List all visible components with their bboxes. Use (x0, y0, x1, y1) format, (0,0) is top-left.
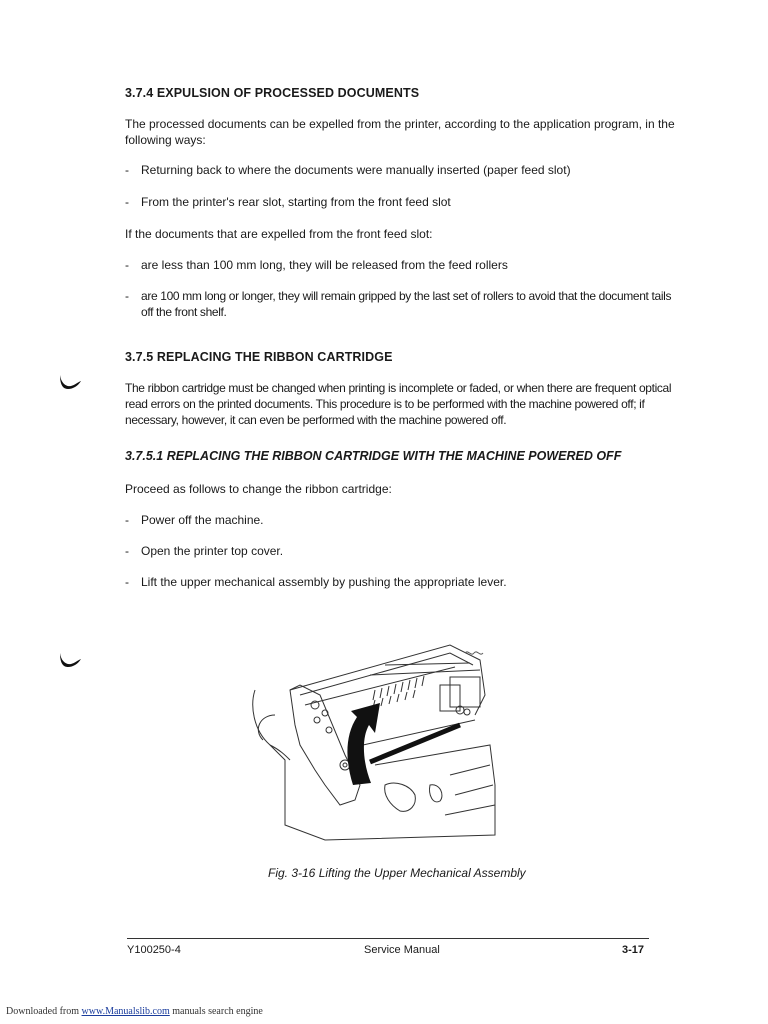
paragraph-expulsion-intro: The processed documents can be expelled from the printer, according to the application program, in the following ways: (125, 117, 675, 147)
bullet-dash: - (125, 544, 129, 558)
paragraph-procedure-intro: Proceed as follows to change the ribbon cartridge: (125, 482, 392, 496)
list-item (125, 194, 680, 210)
list-item (125, 257, 680, 273)
footer-divider (127, 938, 649, 939)
printer-upper-assembly-illustration (245, 635, 505, 850)
list-item (125, 512, 680, 528)
bullet-dash: - (125, 258, 129, 272)
footer-title: Service Manual (364, 944, 440, 956)
list-item (125, 543, 680, 559)
list-item-text: Power off the machine. (141, 513, 264, 527)
list-item-text: Open the printer top cover. (141, 544, 284, 558)
download-attribution (6, 1006, 263, 1017)
download-suffix: manuals search engine (169, 1006, 263, 1017)
bullet-dash: - (125, 195, 129, 209)
footer-page-number: 3-17 (622, 944, 645, 956)
paragraph-ribbon-body: The ribbon cartridge must be changed when printing is incomplete or faded, or when there are frequent optical read errors on the printed documents. This procedure is to be performed with the machine powered off; if necessary, however, it can even be performed with the machine powered off. (125, 381, 672, 427)
bullet-dash: - (125, 513, 129, 527)
revision-mark-icon (58, 374, 82, 390)
bullet-dash: - (125, 163, 129, 177)
list-item-text: From the printer's rear slot, starting from the front feed slot (141, 195, 451, 209)
manualslib-link[interactable]: www.Manualslib.com (81, 1006, 170, 1017)
paragraph-condition: If the documents that are expelled from the front feed slot: (125, 227, 433, 241)
list-item-text: are less than 100 mm long, they will be released from the feed rollers (141, 258, 508, 272)
section-heading-3-7-4: 3.7.4 EXPULSION OF PROCESSED DOCUMENTS (125, 86, 420, 100)
list-item-text: Lift the upper mechanical assembly by pushing the appropriate lever. (141, 575, 507, 589)
figure-caption: Fig. 3-16 Lifting the Upper Mechanical Assembly (268, 866, 526, 880)
section-heading-3-7-5-1: 3.7.5.1 REPLACING THE RIBBON CARTRIDGE WITH THE MACHINE POWERED OFF (125, 449, 622, 463)
footer-doc-id: Y100250-4 (127, 944, 181, 956)
list-item (125, 162, 680, 178)
list-item (125, 574, 680, 590)
download-prefix: Downloaded from (6, 1006, 82, 1017)
bullet-dash: - (125, 575, 129, 589)
revision-mark-icon (58, 652, 82, 668)
section-heading-3-7-5: 3.7.5 REPLACING THE RIBBON CARTRIDGE (125, 350, 393, 364)
list-item (125, 288, 680, 320)
bullet-dash: - (125, 289, 129, 303)
list-item-text: are 100 mm long or longer, they will remain gripped by the last set of rollers to avoid that the document tails off the front shelf. (141, 289, 672, 319)
list-item-text: Returning back to where the documents were manually inserted (paper feed slot) (141, 163, 571, 177)
